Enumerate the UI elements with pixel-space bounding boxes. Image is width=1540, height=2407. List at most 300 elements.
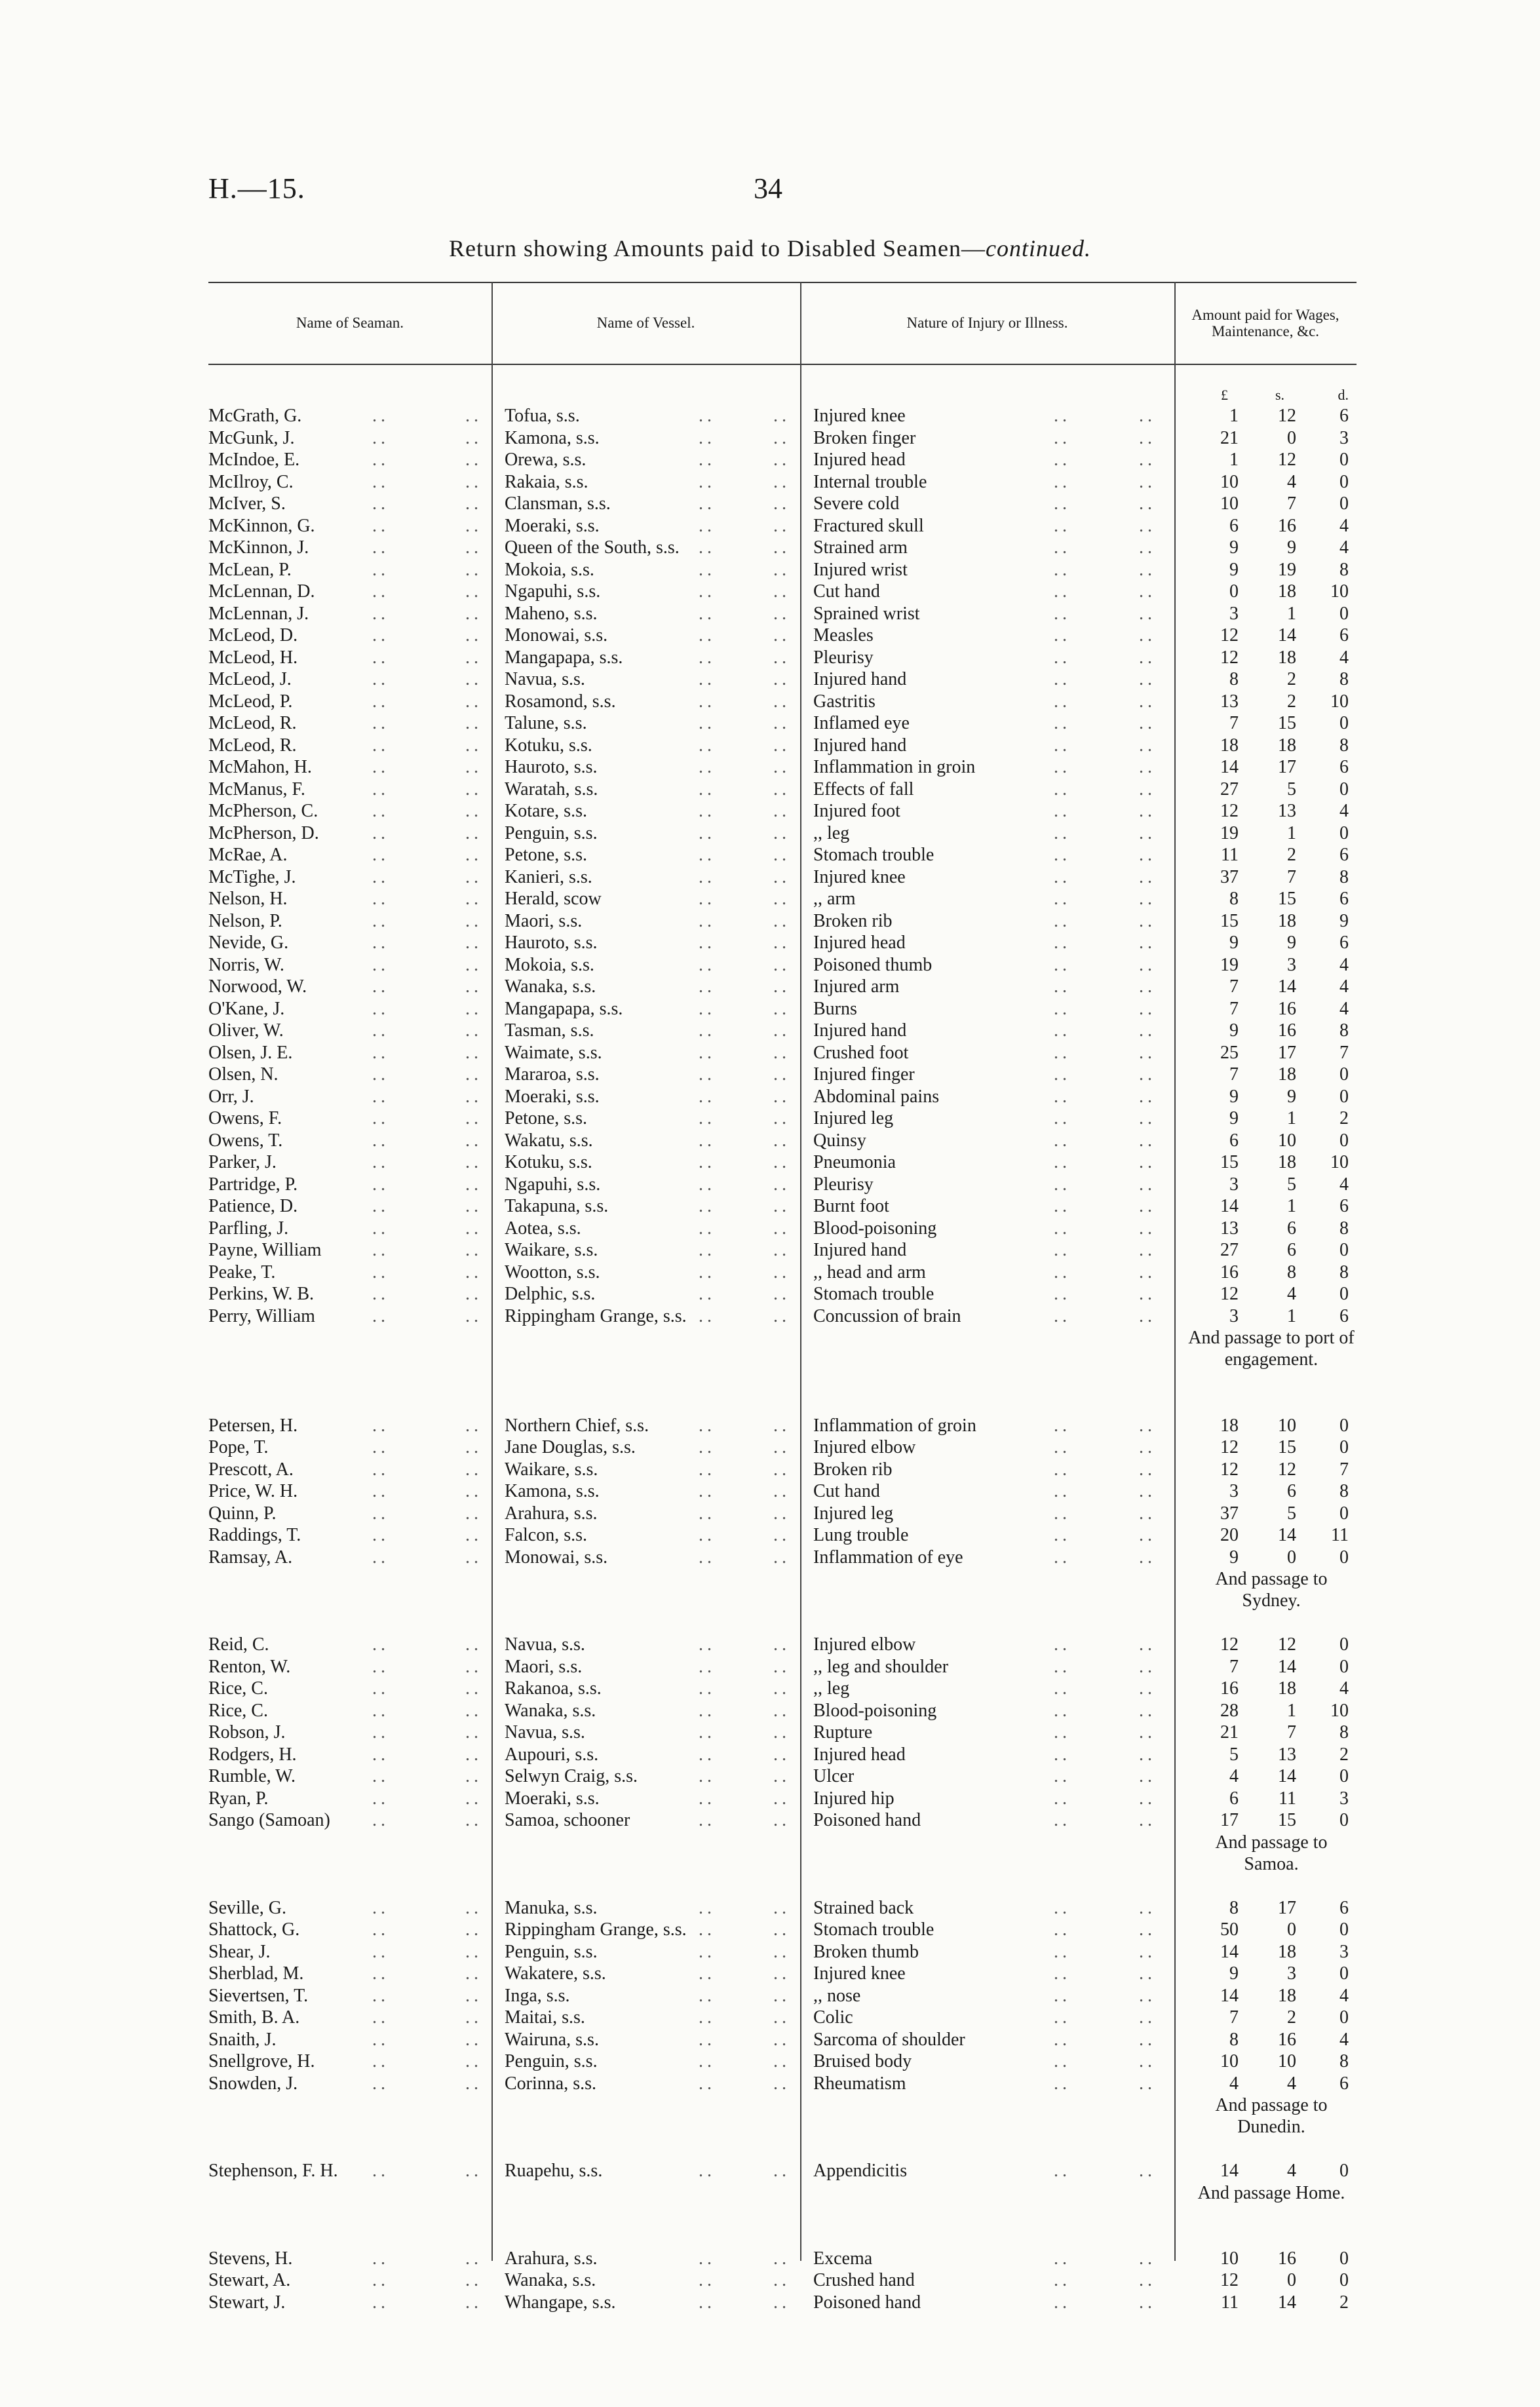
seaman-name: McPherson, D. <box>208 823 319 843</box>
leader-dots: .. <box>1139 1547 1156 1568</box>
vessel-name: Petone, s.s. <box>505 845 587 865</box>
seaman-name: Snowden, J. <box>208 2073 298 2094</box>
leader-dots: .. <box>773 2007 790 2028</box>
leader-dots: .. <box>465 406 482 426</box>
amount-shillings: 17 <box>1278 1898 1296 1918</box>
injury-description: Internal trouble <box>813 472 927 492</box>
vessel-name: Wanaka, s.s. <box>505 976 596 997</box>
leader-dots: .. <box>1054 1262 1071 1282</box>
leader-dots: .. <box>1054 1020 1071 1041</box>
leader-dots: .. <box>699 537 716 558</box>
amount-pounds: 11 <box>1221 2292 1239 2313</box>
leader-dots: .. <box>1139 2292 1156 2313</box>
header-bottom-rule <box>208 364 1357 365</box>
leader-dots: .. <box>1139 2030 1156 2050</box>
leader-dots: .. <box>1054 1744 1071 1765</box>
amount-pence: 8 <box>1339 1218 1349 1239</box>
leader-dots: .. <box>465 933 482 953</box>
amount-shillings: 6 <box>1287 1481 1296 1501</box>
leader-dots: .. <box>699 1481 716 1501</box>
leader-dots: .. <box>465 1678 482 1699</box>
amount-shillings: 12 <box>1278 406 1296 426</box>
leader-dots: .. <box>372 823 389 843</box>
leader-dots: .. <box>1054 2007 1071 2028</box>
leader-dots: .. <box>465 1174 482 1195</box>
leader-dots: .. <box>1139 516 1156 536</box>
amount-pence: 4 <box>1339 999 1349 1019</box>
seaman-name: Olsen, N. <box>208 1064 279 1085</box>
leader-dots: .. <box>699 1459 716 1480</box>
amount-pounds: 9 <box>1229 1087 1239 1107</box>
amount-pence: 0 <box>1339 604 1349 624</box>
leader-dots: .. <box>1139 1503 1156 1524</box>
leader-dots: .. <box>1054 1788 1071 1809</box>
leader-dots: .. <box>465 1284 482 1304</box>
leader-dots: .. <box>699 1152 716 1172</box>
header-amount: Amount paid for Wages, Maintenance, &c. <box>1191 306 1339 339</box>
leader-dots: .. <box>372 1634 389 1655</box>
leader-dots: .. <box>465 2051 482 2071</box>
leader-dots: .. <box>699 1722 716 1743</box>
amount-pence: 6 <box>1339 1196 1349 1216</box>
leader-dots: .. <box>465 1087 482 1107</box>
leader-dots: .. <box>372 2007 389 2028</box>
leader-dots: .. <box>1139 604 1156 624</box>
leader-dots: .. <box>1139 1963 1156 1984</box>
table-row <box>208 1459 1357 1480</box>
amount-pence: 0 <box>1339 1810 1349 1830</box>
leader-dots: .. <box>372 801 389 821</box>
leader-dots: .. <box>465 560 482 580</box>
amount-pence: 3 <box>1339 1788 1349 1809</box>
amount-pounds: 15 <box>1220 911 1239 931</box>
leader-dots: .. <box>1054 2292 1071 2313</box>
leader-dots: .. <box>773 1547 790 1568</box>
leader-dots: .. <box>773 450 790 470</box>
amount-pounds: 9 <box>1229 537 1239 558</box>
leader-dots: .. <box>1054 1043 1071 1063</box>
leader-dots: .. <box>699 1678 716 1699</box>
leader-dots: .. <box>773 1284 790 1304</box>
injury-description: Lung trouble <box>813 1525 909 1545</box>
amount-pounds: 14 <box>1220 1986 1239 2006</box>
leader-dots: .. <box>1054 2248 1071 2269</box>
vessel-name: Wakatere, s.s. <box>505 1963 606 1984</box>
amount-shillings: 16 <box>1278 516 1296 536</box>
vessel-name: Selwyn Craig, s.s. <box>505 1766 638 1786</box>
leader-dots: .. <box>1139 1744 1156 1765</box>
leader-dots: .. <box>773 1766 790 1786</box>
amount-pence: 10 <box>1330 1701 1349 1721</box>
leader-dots: .. <box>773 428 790 448</box>
leader-dots: .. <box>1139 625 1156 645</box>
amount-pence: 8 <box>1339 560 1349 580</box>
leader-dots: .. <box>773 801 790 821</box>
leader-dots: .. <box>1139 1174 1156 1195</box>
leader-dots: .. <box>372 1657 389 1677</box>
vessel-name: Kotare, s.s. <box>505 801 587 821</box>
leader-dots: .. <box>372 1525 389 1545</box>
vessel-name: Navua, s.s. <box>505 1634 585 1655</box>
leader-dots: .. <box>773 1174 790 1195</box>
leader-dots: .. <box>699 713 716 733</box>
amount-pence: 6 <box>1339 889 1349 909</box>
amount-shillings: 14 <box>1278 625 1296 645</box>
vessel-name: Orewa, s.s. <box>505 450 587 470</box>
seaman-name: Perry, William <box>208 1306 315 1326</box>
vessel-name: Ruapehu, s.s. <box>505 2161 603 2181</box>
passage-note: And passage to port of engagement. <box>1188 1328 1355 1370</box>
table-row <box>208 932 1357 953</box>
leader-dots: .. <box>773 2073 790 2094</box>
leader-dots: .. <box>1054 1130 1071 1151</box>
amount-pence: 0 <box>1339 2270 1349 2290</box>
leader-dots: .. <box>1054 1196 1071 1216</box>
vessel-name: Rakanoa, s.s. <box>505 1678 602 1699</box>
table-row <box>208 1524 1357 1546</box>
vessel-name: Talune, s.s. <box>505 713 587 733</box>
leader-dots: .. <box>1054 845 1071 865</box>
amount-pence: 2 <box>1339 2292 1349 2313</box>
leader-dots: .. <box>1139 779 1156 799</box>
leader-dots: .. <box>1139 757 1156 777</box>
amount-pounds: 3 <box>1229 1481 1239 1501</box>
vessel-name: Ngapuhi, s.s. <box>505 581 601 602</box>
vessel-name: Corinna, s.s. <box>505 2073 596 2094</box>
leader-dots: .. <box>372 1986 389 2006</box>
seaman-name: Pope, T. <box>208 1437 269 1457</box>
leader-dots: .. <box>1139 1240 1156 1260</box>
table-row <box>208 1547 1357 1568</box>
table-row <box>208 515 1357 537</box>
leader-dots: .. <box>699 2161 716 2181</box>
seaman-name: Sango (Samoan) <box>208 1810 330 1830</box>
vessel-name: Waikare, s.s. <box>505 1240 598 1260</box>
leader-dots: .. <box>372 2270 389 2290</box>
passage-note: And passage to Samoa. <box>1215 1832 1328 1874</box>
injury-description: ,, leg <box>813 1678 850 1699</box>
seaman-name: Nelson, P. <box>208 911 282 931</box>
amount-pence: 6 <box>1339 2073 1349 2094</box>
leader-dots: .. <box>1054 604 1071 624</box>
leader-dots: .. <box>372 516 389 536</box>
table-row <box>208 1415 1357 1436</box>
leader-dots: .. <box>465 823 482 843</box>
amount-pounds: 19 <box>1220 955 1239 975</box>
amount-pounds: 10 <box>1220 493 1239 514</box>
amount-shillings: 1 <box>1287 1306 1296 1326</box>
amount-shillings: 4 <box>1287 1284 1296 1304</box>
leader-dots: .. <box>372 867 389 887</box>
injury-description: Sprained wrist <box>813 604 920 624</box>
leader-dots: .. <box>1054 801 1071 821</box>
leader-dots: .. <box>1054 625 1071 645</box>
vessel-name: Rosamond, s.s. <box>505 691 616 712</box>
amount-shillings: 16 <box>1278 999 1296 1019</box>
amount-pounds: 9 <box>1229 1547 1239 1568</box>
vessel-name: Tasman, s.s. <box>505 1020 594 1041</box>
vessel-name: Maheno, s.s. <box>505 604 598 624</box>
leader-dots: .. <box>699 1087 716 1107</box>
seaman-name: Nevide, G. <box>208 933 289 953</box>
leader-dots: .. <box>1054 1986 1071 2006</box>
passage-note: And passage Home. <box>1197 2183 1345 2203</box>
injury-description: Injured leg <box>813 1503 894 1524</box>
seaman-name: Ryan, P. <box>208 1788 269 1809</box>
document-reference: H.—15. <box>208 172 305 204</box>
amount-pence: 4 <box>1339 976 1349 997</box>
leader-dots: .. <box>1139 1043 1156 1063</box>
seaman-name: McIver, S. <box>208 493 286 514</box>
vessel-name: Maitai, s.s. <box>505 2007 585 2028</box>
vessel-name: Wanaka, s.s. <box>505 2270 596 2290</box>
leader-dots: .. <box>372 1415 389 1436</box>
leader-dots: .. <box>773 1196 790 1216</box>
vessel-name: Northern Chief, s.s. <box>505 1415 649 1436</box>
table-row <box>208 668 1357 690</box>
amount-pence: 0 <box>1339 472 1349 492</box>
amount-shillings: 2 <box>1287 845 1296 865</box>
leader-dots: .. <box>1054 757 1071 777</box>
leader-dots: .. <box>1139 647 1156 668</box>
leader-dots: .. <box>1139 560 1156 580</box>
leader-dots: .. <box>372 1108 389 1128</box>
amount-shillings: 4 <box>1287 472 1296 492</box>
table-row <box>208 1678 1357 1699</box>
amount-pounds: 12 <box>1220 647 1239 668</box>
amount-pence: 11 <box>1331 1525 1349 1545</box>
table-row <box>208 625 1357 646</box>
leader-dots: .. <box>699 1064 716 1085</box>
leader-dots: .. <box>372 406 389 426</box>
seaman-name: McLeod, J. <box>208 669 292 689</box>
leader-dots: .. <box>1054 1701 1071 1721</box>
amount-pence: 7 <box>1339 1043 1349 1063</box>
leader-dots: .. <box>372 1020 389 1041</box>
leader-dots: .. <box>1054 933 1071 953</box>
leader-dots: .. <box>465 779 482 799</box>
table-row <box>208 2073 1357 2094</box>
seaman-name: McPherson, C. <box>208 801 318 821</box>
table-row <box>208 2292 1357 2313</box>
amount-pounds: 10 <box>1220 2051 1239 2071</box>
leader-dots: .. <box>1139 845 1156 865</box>
leader-dots: .. <box>372 450 389 470</box>
seaman-name: Patience, D. <box>208 1196 298 1216</box>
leader-dots: .. <box>1054 1218 1071 1239</box>
seaman-name: Stevens, H. <box>208 2248 293 2269</box>
injury-description: Blood-poisoning <box>813 1701 937 1721</box>
amount-pounds: 27 <box>1220 779 1239 799</box>
leader-dots: .. <box>1139 955 1156 975</box>
amount-shillings: 0 <box>1287 428 1296 448</box>
leader-dots: .. <box>773 1459 790 1480</box>
amount-shillings: 18 <box>1278 647 1296 668</box>
table-row <box>208 2029 1357 2051</box>
amount-shillings: 18 <box>1278 735 1296 756</box>
leader-dots: .. <box>699 625 716 645</box>
seaman-name: Prescott, A. <box>208 1459 294 1480</box>
amount-pounds: 9 <box>1229 933 1239 953</box>
leader-dots: .. <box>773 2270 790 2290</box>
leader-dots: .. <box>465 1525 482 1545</box>
leader-dots: .. <box>372 889 389 909</box>
amount-pence: 0 <box>1339 2248 1349 2269</box>
amount-pence: 4 <box>1339 1986 1349 2006</box>
leader-dots: .. <box>372 779 389 799</box>
leader-dots: .. <box>372 976 389 997</box>
amount-pounds: 12 <box>1220 2270 1239 2290</box>
leader-dots: .. <box>699 1262 716 1282</box>
injury-description: Injured knee <box>813 406 906 426</box>
leader-dots: .. <box>465 1481 482 1501</box>
leader-dots: .. <box>465 1963 482 1984</box>
leader-dots: .. <box>1139 691 1156 712</box>
unit-pounds: £ <box>1221 387 1228 403</box>
injury-description: Ulcer <box>813 1766 855 1786</box>
amount-pence: 10 <box>1330 691 1349 712</box>
leader-dots: .. <box>372 1963 389 1984</box>
amount-shillings: 12 <box>1278 1634 1296 1655</box>
vessel-name: Wootton, s.s. <box>505 1262 600 1282</box>
leader-dots: .. <box>465 1503 482 1524</box>
amount-shillings: 6 <box>1287 1240 1296 1260</box>
table-row <box>208 2269 1357 2291</box>
amount-shillings: 1 <box>1287 604 1296 624</box>
seaman-name: Raddings, T. <box>208 1525 301 1545</box>
amount-shillings: 9 <box>1287 537 1296 558</box>
seaman-name: McIlroy, C. <box>208 472 294 492</box>
amount-pounds: 17 <box>1220 1810 1239 1830</box>
leader-dots: .. <box>1139 1415 1156 1436</box>
leader-dots: .. <box>465 1218 482 1239</box>
table-row <box>208 976 1357 997</box>
leader-dots: .. <box>773 1437 790 1457</box>
leader-dots: .. <box>1139 2248 1156 2269</box>
amount-shillings: 7 <box>1287 1722 1296 1743</box>
leader-dots: .. <box>372 428 389 448</box>
amount-pounds: 7 <box>1229 713 1239 733</box>
leader-dots: .. <box>372 1240 389 1260</box>
amount-pounds: 8 <box>1229 669 1239 689</box>
leader-dots: .. <box>465 1240 482 1260</box>
leader-dots: .. <box>773 406 790 426</box>
leader-dots: .. <box>773 757 790 777</box>
injury-description: Stomach trouble <box>813 845 934 865</box>
leader-dots: .. <box>465 2270 482 2290</box>
leader-dots: .. <box>1139 1196 1156 1216</box>
amount-pence: 4 <box>1339 2030 1349 2050</box>
seaman-name: Norris, W. <box>208 955 284 975</box>
leader-dots: .. <box>465 1437 482 1457</box>
table-row <box>208 779 1357 800</box>
leader-dots: .. <box>465 691 482 712</box>
leader-dots: .. <box>1054 1634 1071 1655</box>
amount-pounds: 12 <box>1220 1284 1239 1304</box>
leader-dots: .. <box>465 1722 482 1743</box>
seaman-name: Nelson, H. <box>208 889 288 909</box>
seaman-name: Orr, J. <box>208 1087 254 1107</box>
amount-pounds: 13 <box>1220 691 1239 712</box>
leader-dots: .. <box>699 406 716 426</box>
injury-description: Pleurisy <box>813 647 874 668</box>
leader-dots: .. <box>699 933 716 953</box>
amount-pence: 0 <box>1339 1130 1349 1151</box>
leader-dots: .. <box>1054 1240 1071 1260</box>
leader-dots: .. <box>773 1152 790 1172</box>
leader-dots: .. <box>699 735 716 756</box>
leader-dots: .. <box>465 604 482 624</box>
seaman-name: McKinnon, G. <box>208 516 315 536</box>
amount-shillings: 5 <box>1287 1174 1296 1195</box>
amount-shillings: 8 <box>1287 1262 1296 1282</box>
amount-shillings: 13 <box>1278 1744 1296 1765</box>
leader-dots: .. <box>465 867 482 887</box>
leader-dots: .. <box>773 1722 790 1743</box>
leader-dots: .. <box>465 1766 482 1786</box>
amount-shillings: 18 <box>1278 911 1296 931</box>
leader-dots: .. <box>465 537 482 558</box>
leader-dots: .. <box>773 669 790 689</box>
table-row <box>208 1283 1357 1305</box>
amount-pounds: 8 <box>1229 1898 1239 1918</box>
leader-dots: .. <box>1054 1963 1071 1984</box>
vessel-name: Manuka, s.s. <box>505 1898 598 1918</box>
leader-dots: .. <box>372 1087 389 1107</box>
leader-dots: .. <box>372 604 389 624</box>
leader-dots: .. <box>1054 867 1071 887</box>
leader-dots: .. <box>372 2073 389 2094</box>
injury-description: Stomach trouble <box>813 1284 934 1304</box>
vessel-name: Waratah, s.s. <box>505 779 598 799</box>
leader-dots: .. <box>699 1284 716 1304</box>
amount-shillings: 12 <box>1278 450 1296 470</box>
unit-pence: d. <box>1338 387 1349 403</box>
seaman-name: Reid, C. <box>208 1634 269 1655</box>
vessel-name: Rippingham Grange, s.s. <box>505 1306 687 1326</box>
leader-dots: .. <box>1139 1262 1156 1282</box>
seaman-name: Norwood, W. <box>208 976 307 997</box>
leader-dots: .. <box>1139 2073 1156 2094</box>
table-row <box>208 1503 1357 1524</box>
leader-dots: .. <box>1054 1898 1071 1918</box>
vessel-name: Penguin, s.s. <box>505 823 598 843</box>
leader-dots: .. <box>372 1766 389 1786</box>
amount-shillings: 1 <box>1287 1108 1296 1128</box>
table-row <box>208 2007 1357 2028</box>
amount-pounds: 14 <box>1220 757 1239 777</box>
leader-dots: .. <box>699 757 716 777</box>
amount-pounds: 3 <box>1229 604 1239 624</box>
vessel-name: Jane Douglas, s.s. <box>505 1437 636 1457</box>
leader-dots: .. <box>465 1919 482 1940</box>
leader-dots: .. <box>465 2073 482 2094</box>
injury-description: Injured hand <box>813 1240 907 1260</box>
amount-pounds: 20 <box>1220 1525 1239 1545</box>
leader-dots: .. <box>773 560 790 580</box>
leader-dots: .. <box>773 691 790 712</box>
amount-pounds: 12 <box>1220 1437 1239 1457</box>
leader-dots: .. <box>773 1218 790 1239</box>
leader-dots: .. <box>1054 735 1071 756</box>
leader-dots: .. <box>465 472 482 492</box>
leader-dots: .. <box>372 537 389 558</box>
leader-dots: .. <box>773 1898 790 1918</box>
leader-dots: .. <box>465 1986 482 2006</box>
leader-dots: .. <box>773 1262 790 1282</box>
seaman-name: McTighe, J. <box>208 867 296 887</box>
vessel-name: Hauroto, s.s. <box>505 757 598 777</box>
